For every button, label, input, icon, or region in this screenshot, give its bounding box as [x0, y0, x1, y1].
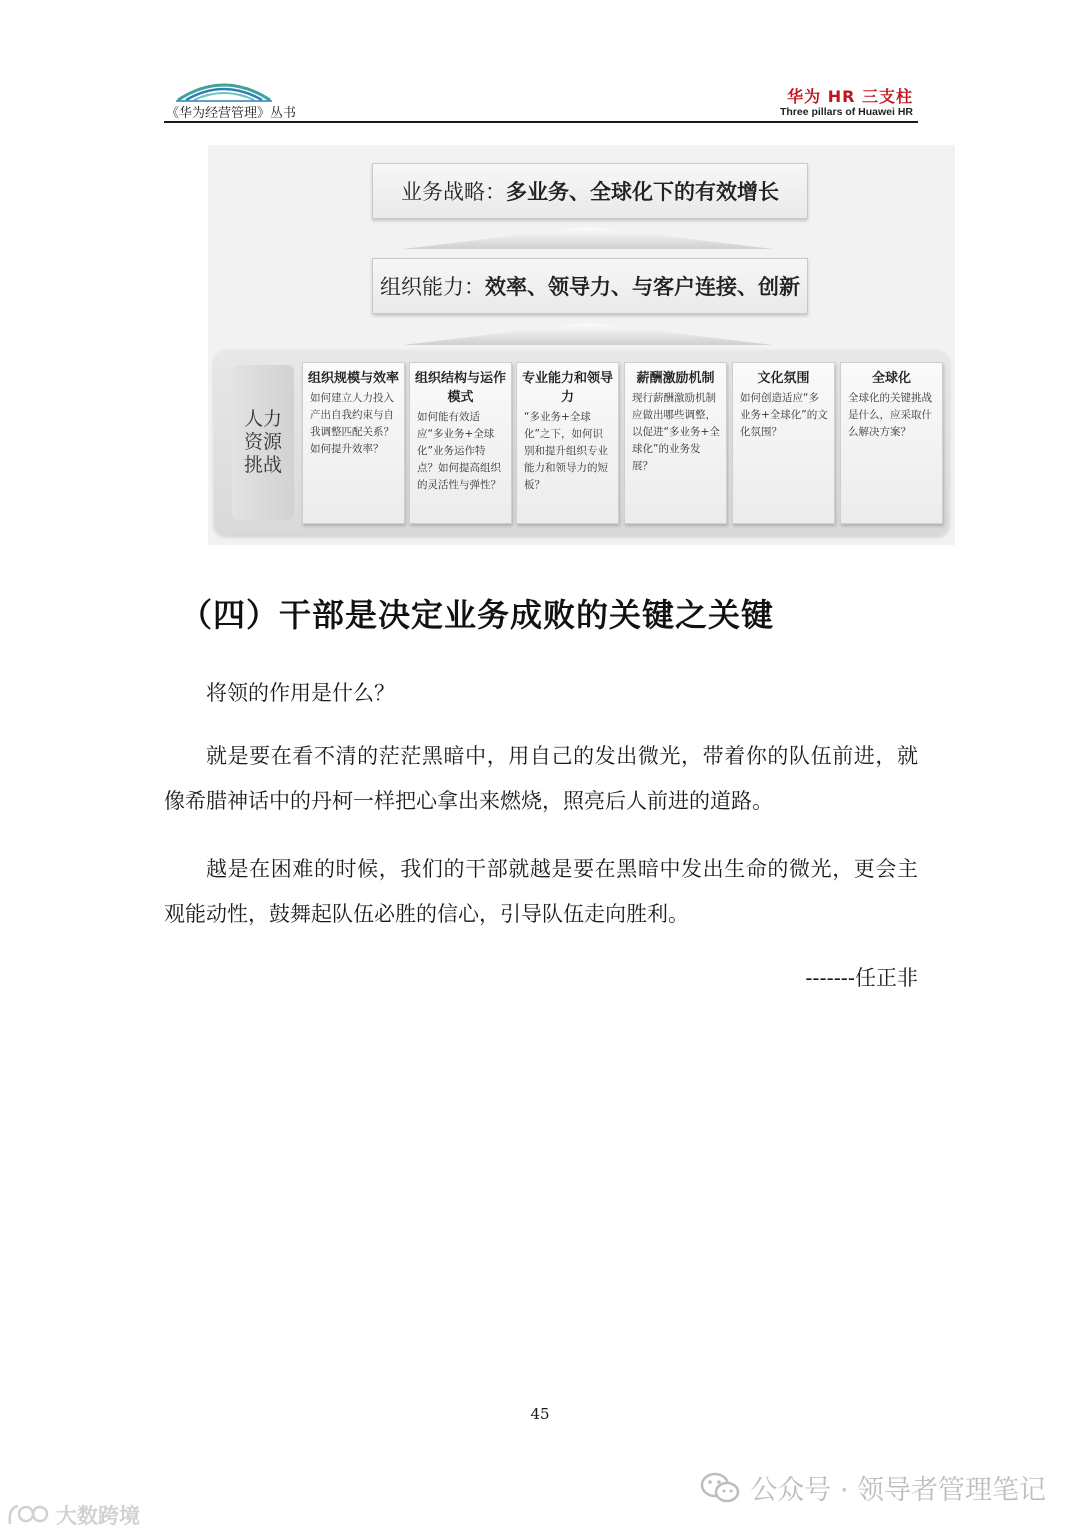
page-number: 45: [530, 1405, 550, 1423]
brand-watermark-text: 大数跨境: [56, 1504, 140, 1528]
book-series-title: 《华为经营管理》丛书: [166, 106, 297, 121]
challenge-card: [302, 362, 405, 524]
business-strategy-box: [372, 163, 808, 219]
challenge-card: [732, 362, 835, 524]
brand-watermark: [6, 1500, 140, 1530]
challenge-card: [516, 362, 619, 524]
arrow-up-shape: [403, 227, 773, 249]
hr-challenges-label-box: [232, 365, 294, 520]
strategy-body: 多业务、全球化下的有效增长: [506, 180, 779, 204]
book-title-en: Three pillars of Huawei HR: [779, 106, 913, 118]
challenge-card-desc: 如何建立人力投入产出自我约束与自我调整匹配关系？如何提升效率？: [310, 392, 394, 455]
quote-attribution: -------任正非: [805, 966, 918, 990]
hr-strategy-diagram: [208, 145, 955, 545]
challenge-card: [409, 362, 512, 524]
paragraph: 将领的作用是什么？: [206, 681, 395, 705]
arrow-up-shape: [403, 323, 773, 345]
wechat-watermark-text: 公众号 · 领导者管理笔记: [750, 1475, 1046, 1506]
header-rule: [164, 121, 918, 123]
capability-body: 效率、领导力、与客户连接、创新: [485, 275, 800, 299]
challenge-card-desc: 全球化的关键挑战是什么，应采取什么解决方案？: [848, 392, 932, 438]
book-title-cn: 华为 HR 三支柱: [787, 87, 913, 106]
challenge-card-desc: “多业务+全球化”之下，如何识别和提升组织专业能力和领导力的短板？: [524, 411, 608, 491]
strategy-prefix: 业务战略：: [401, 180, 506, 204]
challenge-card-desc: 如何创造适应“多业务+全球化”的文化氛围？: [740, 392, 828, 438]
challenge-card-title: 组织规模与效率: [307, 371, 399, 386]
challenge-card: [624, 362, 727, 524]
paragraph: 就是要在看不清的茫茫黑暗中，用自己的发出微光，带着你的队伍前进，就像希腊神话中的丹柯一样把心拿出来燃烧，照亮后人前进的道路。: [164, 744, 918, 813]
challenge-card-title: 组织结构与运作模式: [414, 371, 506, 405]
book-series-logo: [176, 76, 272, 102]
challenge-card-title: 专业能力和领导力: [521, 371, 613, 405]
paragraph: 越是在困难的时候，我们的干部就越是要在黑暗中发出生命的微光，更会主观能动性，鼓舞起队伍必胜的信心，引导队伍走向胜利。: [164, 857, 918, 926]
wechat-watermark: [700, 1468, 1046, 1507]
challenge-card-title: 文化氛围: [757, 371, 810, 386]
challenge-card: [840, 362, 943, 524]
section-heading: （四）干部是决定业务成败的关键之关键: [180, 596, 775, 634]
capability-prefix: 组织能力：: [380, 275, 485, 299]
challenge-card-desc: 如何能有效适应“多业务+全球化”业务运作特点？如何提高组织的灵活性与弹性？: [417, 411, 501, 491]
challenge-card-title: 全球化: [871, 371, 911, 386]
wechat-icon: [700, 1471, 740, 1505]
brand-logo-icon: [6, 1502, 52, 1528]
challenge-card-title: 薪酬激励机制: [636, 371, 715, 386]
challenge-card-desc: 现行薪酬激励机制应做出哪些调整，以促进“多业务+全球化”的业务发展？: [632, 392, 720, 472]
hr-challenges-label: 人力资源挑战: [243, 408, 282, 476]
hr-challenges-bar: [214, 350, 949, 535]
org-capability-box: [372, 258, 808, 314]
